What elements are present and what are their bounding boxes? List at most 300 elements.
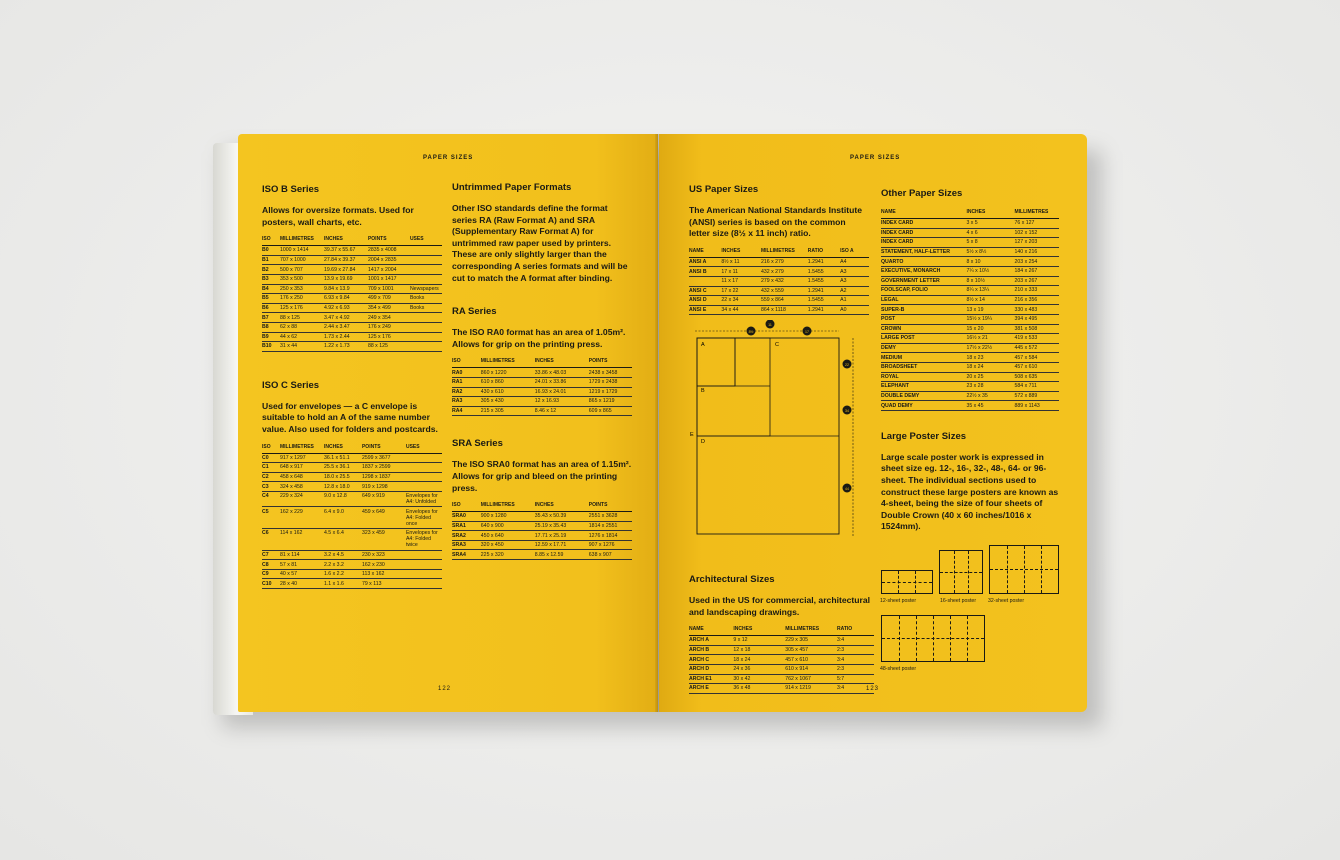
table-cell: 394 x 495 <box>1014 314 1059 324</box>
table-cell: 610 x 914 <box>785 664 837 674</box>
left-column <box>262 184 442 611</box>
table-cell: 2004 x 2835 <box>368 255 410 265</box>
column-header: ISO <box>262 236 280 246</box>
table-row <box>452 531 632 541</box>
table-cell: ARCH D <box>689 664 733 674</box>
untrimmed-lead: Other ISO standards define the format series RA (Raw Format A) and SRA (Supplementary Raw Format A) for untrimmed raw paper used by printers. These are only slightly larger than the corresponding A series formats and will be cut to match the A format after binding. <box>452 203 628 283</box>
table-cell: 8¼ x 13¼ <box>966 286 1014 296</box>
table-cell: C2 <box>262 472 280 482</box>
column-header: NAME <box>881 209 966 219</box>
table-cell: ROYAL <box>881 372 966 382</box>
table-cell: 57 x 81 <box>280 560 324 570</box>
svg-text:17: 17 <box>805 330 809 334</box>
table-row <box>262 529 442 551</box>
table-cell: 17.71 x 25.19 <box>535 531 589 541</box>
table-row <box>262 550 442 560</box>
table-cell: 2.2 x 3.2 <box>324 560 362 570</box>
table-cell: 34 x 44 <box>721 305 761 315</box>
table-row <box>452 397 632 407</box>
ra-section <box>452 306 632 416</box>
table-cell: 500 x 707 <box>280 265 324 275</box>
table-cell: ARCH A <box>689 636 733 646</box>
table-cell: Envelopes for A4: Folded twice <box>406 529 442 551</box>
table-cell: FOOLSCAP, FOLIO <box>881 286 966 296</box>
untrimmed-section <box>452 182 632 284</box>
table-cell: 3 x 5 <box>966 219 1014 229</box>
table-row <box>881 324 1059 334</box>
table-row <box>262 322 442 332</box>
table-row <box>689 655 874 665</box>
table-cell: 17 x 22 <box>721 286 761 296</box>
table-cell: 33.86 x 48.03 <box>535 368 589 378</box>
table-cell: A1 <box>840 296 869 306</box>
column-header: MILLIMETRES <box>280 236 324 246</box>
table-cell: 81 x 114 <box>280 550 324 560</box>
table-cell: C7 <box>262 550 280 560</box>
table-row <box>262 313 442 323</box>
table-cell: 2551 x 3628 <box>589 512 632 522</box>
diagram-marker-44 <box>843 484 852 493</box>
table-cell: 1.22 x 1.73 <box>324 342 368 352</box>
table-row <box>881 276 1059 286</box>
table-row <box>262 507 442 529</box>
table-cell: 30 x 42 <box>733 674 785 684</box>
table-cell: 917 x 1297 <box>280 453 324 463</box>
us-lead: The American National Standards Institute (ANSI) series is based on the common letter size (8½ x 11 inch) ratio. <box>689 205 863 239</box>
table-cell: 230 x 323 <box>362 550 406 560</box>
table-cell: LARGE POST <box>881 334 966 344</box>
table-cell: 860 x 1220 <box>481 368 535 378</box>
table-cell: 320 x 450 <box>481 540 535 550</box>
table-cell <box>410 342 442 352</box>
table-cell: 102 x 152 <box>1014 228 1059 238</box>
table-cell: LEGAL <box>881 295 966 305</box>
table-cell <box>410 246 442 256</box>
table-header-row <box>452 502 632 512</box>
table-cell: 1.1 x 1.6 <box>324 579 362 589</box>
table-cell: 7¼ x 10½ <box>966 266 1014 276</box>
table-cell: 1276 x 1814 <box>589 531 632 541</box>
table-row <box>689 296 869 306</box>
table-cell: 1219 x 1729 <box>589 387 632 397</box>
table-cell: 8 x 10 <box>966 257 1014 267</box>
table-row <box>881 401 1059 411</box>
poster-16-sheet <box>939 550 983 594</box>
right-page-header: PAPER SIZES <box>850 155 901 161</box>
table-header-row <box>262 444 442 454</box>
table-header-row <box>881 209 1059 219</box>
table-row <box>262 294 442 304</box>
table-cell: 13 x 19 <box>966 305 1014 315</box>
table-row <box>689 664 874 674</box>
iso-b-section <box>262 184 442 352</box>
table-cell: 216 x 356 <box>1014 295 1059 305</box>
table-cell: 12 x 16.93 <box>535 397 589 407</box>
table-row <box>881 314 1059 324</box>
table-cell: 44 x 62 <box>280 332 324 342</box>
diagram-label-e: E <box>690 432 694 438</box>
other-column <box>881 188 1059 541</box>
table-cell: 4 x 6 <box>966 228 1014 238</box>
table-cell: C6 <box>262 529 280 551</box>
table-cell: B6 <box>262 303 280 313</box>
table-cell: 430 x 610 <box>481 387 535 397</box>
table-cell: 22½ x 35 <box>966 391 1014 401</box>
table-cell: 24 x 36 <box>733 664 785 674</box>
iso-b-table <box>262 236 442 352</box>
diagram-label-b: B <box>701 388 705 394</box>
table-cell: 8½ x 11 <box>721 257 761 267</box>
table-cell: 3.47 x 4.92 <box>324 313 368 323</box>
table-cell: Envelopes for A4: Unfolded <box>406 491 442 507</box>
table-cell: ANSI B <box>689 267 721 277</box>
iso-c-section <box>262 380 442 589</box>
table-cell <box>406 560 442 570</box>
other-section <box>881 188 1059 411</box>
iso-b-lead: Allows for oversize formats. Used for posters, wall charts, etc. <box>262 205 414 227</box>
diagram-marker-34 <box>843 406 852 415</box>
table-cell: RA3 <box>452 397 481 407</box>
table-cell: INDEX CARD <box>881 219 966 229</box>
table-cell <box>410 332 442 342</box>
table-cell: 2:3 <box>837 664 874 674</box>
table-row <box>881 391 1059 401</box>
untrimmed-title: Untrimmed Paper Formats <box>452 182 572 193</box>
table-cell: 457 x 610 <box>1014 362 1059 372</box>
table-cell: 127 x 203 <box>1014 238 1059 248</box>
table-row <box>262 463 442 473</box>
column-header: USES <box>406 444 442 454</box>
table-row <box>881 362 1059 372</box>
table-cell <box>406 482 442 492</box>
table-row <box>262 303 442 313</box>
table-cell <box>410 322 442 332</box>
table-row <box>881 257 1059 267</box>
table-cell: C4 <box>262 491 280 507</box>
table-cell: Newspapers <box>410 284 442 294</box>
table-cell: 3:4 <box>837 655 874 665</box>
table-cell: INDEX CARD <box>881 238 966 248</box>
svg-text:34: 34 <box>845 409 849 413</box>
table-row <box>881 266 1059 276</box>
us-table <box>689 248 869 316</box>
iso-c-table <box>262 444 442 590</box>
table-cell: 35.43 x 50.39 <box>535 512 589 522</box>
table-row <box>452 377 632 387</box>
table-cell: 381 x 508 <box>1014 324 1059 334</box>
table-cell: 2835 x 4008 <box>368 246 410 256</box>
diagram-marker-22 <box>843 360 852 369</box>
column-header: POINTS <box>589 502 632 512</box>
table-cell: 572 x 889 <box>1014 391 1059 401</box>
table-cell: 584 x 711 <box>1014 382 1059 392</box>
table-cell: SRA2 <box>452 531 481 541</box>
table-row <box>452 521 632 531</box>
table-cell: EXECUTIVE, MONARCH <box>881 266 966 276</box>
column-header: INCHES <box>966 209 1014 219</box>
column-header: ISO <box>452 502 481 512</box>
table-cell: 4.5 x 6.4 <box>324 529 362 551</box>
table-cell: 1.5455 <box>808 267 840 277</box>
table-cell: 5 x 8 <box>966 238 1014 248</box>
us-section <box>689 184 869 315</box>
table-row <box>262 453 442 463</box>
table-cell: 1.5455 <box>808 296 840 306</box>
table-cell: ARCH E <box>689 684 733 694</box>
table-cell: 39.37 x 55.67 <box>324 246 368 256</box>
table-cell: 35 x 45 <box>966 401 1014 411</box>
arch-table <box>689 626 874 694</box>
table-cell: 15 x 20 <box>966 324 1014 334</box>
table-row <box>262 482 442 492</box>
table-cell: RA2 <box>452 387 481 397</box>
table-row <box>881 247 1059 257</box>
column-header: INCHES <box>324 444 362 454</box>
table-cell: 9 x 12 <box>733 636 785 646</box>
table-cell: 900 x 1280 <box>481 512 535 522</box>
table-cell: 25.19 x 35.43 <box>535 521 589 531</box>
table-row <box>689 645 874 655</box>
table-row <box>689 286 869 296</box>
table-cell: 8.85 x 12.59 <box>535 550 589 560</box>
table-cell: B9 <box>262 332 280 342</box>
table-cell: 79 x 113 <box>362 579 406 589</box>
table-cell: A4 <box>840 257 869 267</box>
table-cell: B7 <box>262 313 280 323</box>
table-row <box>452 406 632 416</box>
table-cell: 707 x 1000 <box>280 255 324 265</box>
table-cell: 23 x 28 <box>966 382 1014 392</box>
us-title: US Paper Sizes <box>689 184 759 195</box>
table-header-row <box>262 236 442 246</box>
table-cell: GOVERNMENT LETTER <box>881 276 966 286</box>
table-cell: 609 x 865 <box>589 406 632 416</box>
left-page-header: PAPER SIZES <box>423 155 474 161</box>
table-row <box>262 332 442 342</box>
table-cell: ARCH B <box>689 645 733 655</box>
table-row <box>452 368 632 378</box>
arch-lead: Used in the US for commercial, architectural and landscaping drawings. <box>689 595 871 617</box>
table-cell: 203 x 254 <box>1014 257 1059 267</box>
table-cell: 709 x 1001 <box>368 284 410 294</box>
column-header: MILLIMETRES <box>481 358 535 368</box>
table-cell: 16½ x 21 <box>966 334 1014 344</box>
table-row <box>881 219 1059 229</box>
table-cell: 4.92 x 6.93 <box>324 303 368 313</box>
table-cell: 11 x 17 <box>721 276 761 286</box>
table-cell: 40 x 57 <box>280 569 324 579</box>
table-cell <box>406 453 442 463</box>
table-cell <box>406 463 442 473</box>
table-cell: 88 x 125 <box>280 313 324 323</box>
table-cell: 203 x 267 <box>1014 276 1059 286</box>
poster-lead: Large scale poster work is expressed in sheet size eg. 12-, 16-, 32-, 48-, 64- or 96-sheet. The individual sections used to construct these large posters are known as 4-sheet, being the size of four sheets of Double Crown (40 x 60 inches/1016 x 1524mm). <box>881 451 1059 532</box>
diagram-marker-8-5 <box>747 327 756 336</box>
table-cell: 250 x 353 <box>280 284 324 294</box>
table-header-row <box>689 626 874 636</box>
table-cell <box>410 255 442 265</box>
table-cell: ELEPHANT <box>881 382 966 392</box>
table-row <box>881 238 1059 248</box>
poster-48-label: 48-sheet poster <box>880 666 917 672</box>
right-column-left-page <box>452 182 632 582</box>
table-cell: C1 <box>262 463 280 473</box>
table-cell: 1814 x 2551 <box>589 521 632 531</box>
table-cell: 1000 x 1414 <box>280 246 324 256</box>
table-cell: 1.2941 <box>808 286 840 296</box>
table-cell: 12.8 x 18.0 <box>324 482 362 492</box>
table-cell: SRA4 <box>452 550 481 560</box>
table-cell: 1.2941 <box>808 305 840 315</box>
table-cell: ANSI A <box>689 257 721 267</box>
poster-16-label: 16-sheet poster <box>940 598 977 604</box>
table-cell: 176 x 250 <box>280 294 324 304</box>
diagram-marker-11 <box>766 320 775 329</box>
table-cell: 2438 x 3458 <box>589 368 632 378</box>
right-page <box>659 134 1087 712</box>
table-cell: 559 x 864 <box>761 296 808 306</box>
table-cell: 445 x 572 <box>1014 343 1059 353</box>
column-header: INCHES <box>733 626 785 636</box>
ra-lead: The ISO RA0 format has an area of 1.05m². Allows for grip on the printing press. <box>452 327 626 349</box>
table-cell: 640 x 900 <box>481 521 535 531</box>
table-cell: C9 <box>262 569 280 579</box>
table-cell: 432 x 279 <box>761 267 808 277</box>
column-header: INCHES <box>721 248 761 258</box>
table-cell <box>410 274 442 284</box>
column-header: MILLIMETRES <box>785 626 837 636</box>
table-cell: 9.0 x 12.8 <box>324 491 362 507</box>
table-cell: ANSI E <box>689 305 721 315</box>
table-cell: 16.93 x 24.01 <box>535 387 589 397</box>
table-cell: A3 <box>840 276 869 286</box>
table-row <box>452 512 632 522</box>
table-cell: POST <box>881 314 966 324</box>
right-page-number: 123 <box>866 686 880 692</box>
table-cell: 88 x 125 <box>368 342 410 352</box>
table-cell: 889 x 1143 <box>1014 401 1059 411</box>
table-cell: RA0 <box>452 368 481 378</box>
column-header: MILLIMETRES <box>481 502 535 512</box>
table-cell: SRA1 <box>452 521 481 531</box>
left-page <box>238 134 658 712</box>
table-cell: 17 x 11 <box>721 267 761 277</box>
column-header: ISO <box>452 358 481 368</box>
table-row <box>881 343 1059 353</box>
table-cell: 457 x 610 <box>785 655 837 665</box>
table-cell: ARCH E1 <box>689 674 733 684</box>
poster-section <box>881 431 1059 533</box>
table-cell: 457 x 584 <box>1014 353 1059 363</box>
table-cell: 162 x 230 <box>362 560 406 570</box>
table-cell: 162 x 229 <box>280 507 324 529</box>
sra-lead: The ISO SRA0 format has an area of 1.15m². Allows for grip and bleed on the printing press. <box>452 459 632 493</box>
sra-section <box>452 438 632 560</box>
table-row <box>689 267 869 277</box>
table-row <box>881 382 1059 392</box>
table-row <box>881 286 1059 296</box>
table-cell: 638 x 907 <box>589 550 632 560</box>
diagram-label-a: A <box>701 342 705 348</box>
table-cell: INDEX CARD <box>881 228 966 238</box>
table-cell: B5 <box>262 294 280 304</box>
table-cell: MEDIUM <box>881 353 966 363</box>
ansi-size-diagram <box>687 320 867 544</box>
table-row <box>881 334 1059 344</box>
table-row <box>689 257 869 267</box>
arch-section <box>689 574 874 694</box>
table-cell: 1729 x 2438 <box>589 377 632 387</box>
table-cell: ANSI C <box>689 286 721 296</box>
table-row <box>689 684 874 694</box>
table-cell: 125 x 176 <box>368 332 410 342</box>
table-row <box>452 540 632 550</box>
poster-12-label: 12-sheet poster <box>880 598 917 604</box>
sra-title: SRA Series <box>452 438 503 450</box>
table-cell: B0 <box>262 246 280 256</box>
table-cell: 5½ x 8½ <box>966 247 1014 257</box>
table-cell: 225 x 320 <box>481 550 535 560</box>
ra-table <box>452 358 632 416</box>
table-cell: A2 <box>840 286 869 296</box>
table-cell: B1 <box>262 255 280 265</box>
table-cell: ARCH C <box>689 655 733 665</box>
table-cell: 864 x 1118 <box>761 305 808 315</box>
left-page-number: 122 <box>438 686 452 692</box>
table-row <box>262 246 442 256</box>
column-header: NAME <box>689 248 721 258</box>
table-cell: 3:4 <box>837 636 874 646</box>
table-cell: 458 x 648 <box>280 472 324 482</box>
table-cell: 5:7 <box>837 674 874 684</box>
table-cell: RA1 <box>452 377 481 387</box>
table-cell: QUAD DEMY <box>881 401 966 411</box>
table-cell: 229 x 305 <box>785 636 837 646</box>
table-cell: 914 x 1219 <box>785 684 837 694</box>
poster-title: Large Poster Sizes <box>881 430 967 442</box>
table-cell <box>406 579 442 589</box>
table-cell: C8 <box>262 560 280 570</box>
column-header: POINTS <box>362 444 406 454</box>
table-row <box>262 274 442 284</box>
table-cell: 279 x 432 <box>761 276 808 286</box>
table-cell: SUPER-B <box>881 305 966 315</box>
table-cell: Books <box>410 303 442 313</box>
table-row <box>262 284 442 294</box>
column-header: MILLIMETRES <box>1014 209 1059 219</box>
table-cell <box>406 550 442 560</box>
table-cell: ANSI D <box>689 296 721 306</box>
table-cell: 2:3 <box>837 645 874 655</box>
table-cell: 305 x 457 <box>785 645 837 655</box>
table-cell: 28 x 40 <box>280 579 324 589</box>
column-header: NAME <box>689 626 733 636</box>
table-cell: STATEMENT, HALF-LETTER <box>881 247 966 257</box>
table-cell: CROWN <box>881 324 966 334</box>
table-cell: 1.6 x 2.2 <box>324 569 362 579</box>
table-cell: C10 <box>262 579 280 589</box>
column-header: INCHES <box>324 236 368 246</box>
table-cell: 36.1 x 51.1 <box>324 453 362 463</box>
table-cell <box>410 313 442 323</box>
table-cell: 330 x 483 <box>1014 305 1059 315</box>
table-cell: 8½ x 14 <box>966 295 1014 305</box>
column-header: MILLIMETRES <box>280 444 324 454</box>
table-header-row <box>689 248 869 258</box>
table-row <box>262 472 442 482</box>
other-title: Other Paper Sizes <box>881 188 963 199</box>
table-cell: 229 x 324 <box>280 491 324 507</box>
